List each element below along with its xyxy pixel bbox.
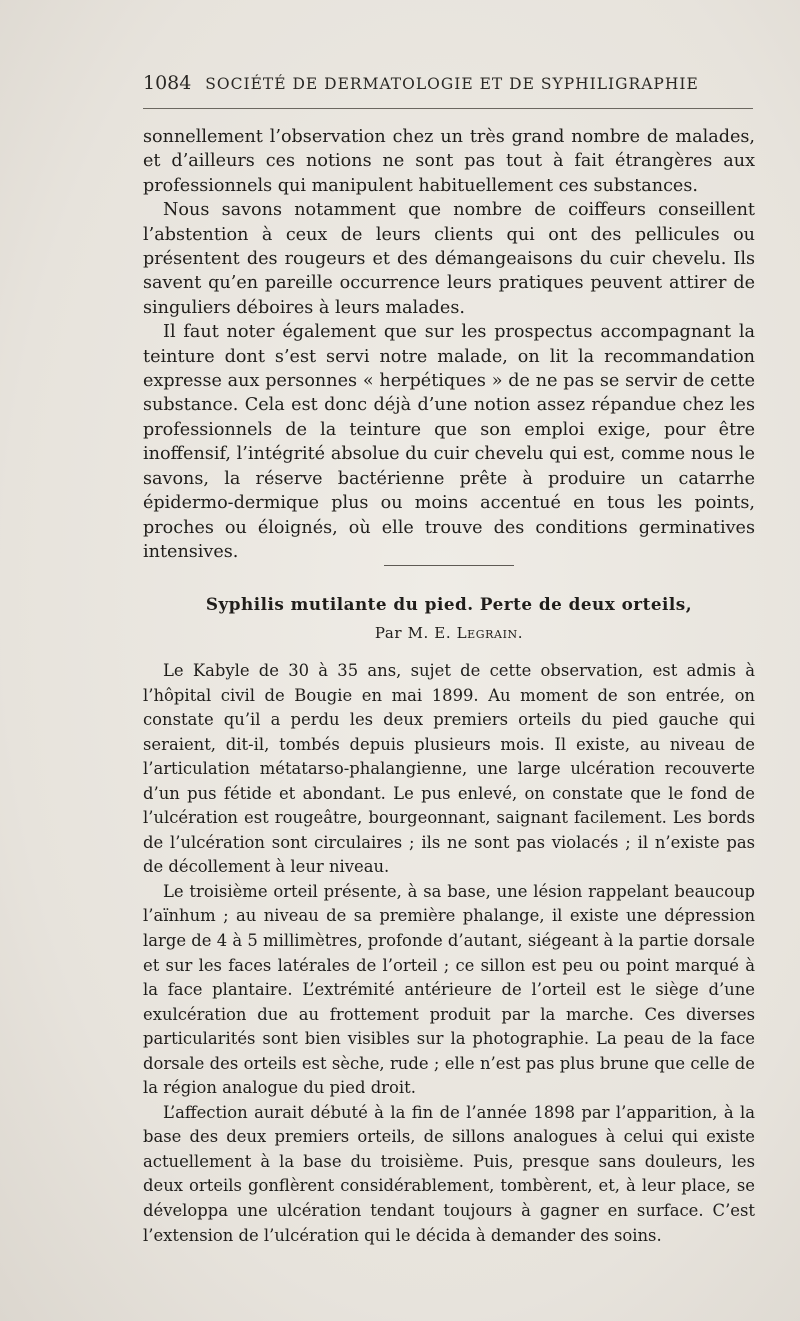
running-header (143, 72, 753, 94)
paragraph: Le troisième orteil présente, à sa base, une lésion rappelant beaucoup l’aïnhum ; au niveau de sa première phalange, il existe une dépression large de 4 à 5 millimètres, profonde d’autant, siégeant à la partie dorsale et sur les faces latérales de l’orteil ; ce sillon est peu ou point marqué à la face plantaire. L’extrémité antérieure de l’orteil est le siège d’une exulcération due au frottement produit par la marche. Ces diverses particularités sont bien visibles sur la photographie. La peau de la face dorsale des orteils est sèche, rude ; elle n’est pas plus brune que celle de la région analogue du pied droit. (143, 881, 755, 1098)
running-title: SOCIÉTÉ DE DERMATOLOGIE ET DE SYPHILIGRAPHIE (205, 75, 699, 93)
paragraph: Nous savons notamment que nombre de coiffeurs conseillent l’abstention à ceux de leurs clients qui ont des pellicules ou présentent des rougeurs et des démangeaisons du cuir chevelu. Ils savent qu’en pareille occurrence leurs pratiques peuvent attirer de singuliers déboires à leurs malades. (143, 200, 755, 318)
paragraph: Le Kabyle de 30 à 35 ans, sujet de cette observation, est admis à l’hôpital civil de Bougie en mai 1899. Au moment de son entrée, on constate qu’il a perdu les deux premiers orteils du pied gauche qui seraient, dit-il, tombés depuis plusieurs mois. Il existe, au niveau de l’articulation métatarso-phalangienne, une large ulcération recouverte d’un pus fétide et abondant. Le pus enlevé, on constate que le fond de l’ulcération est rougeâtre, bourgeonnant, saignant facilement. Les bords de l’ulcération sont circulaires ; ils ne sont pas violacés ; il n’existe pas de décollement à leur niveau. (143, 661, 755, 877)
article-title: Syphilis mutilante du pied. Perte de deux orteils, (205, 594, 693, 614)
page-number: 1084 (143, 72, 192, 94)
paragraph: sonnellement l’observation chez un très grand nombre de malades, et d’ailleurs ces notions ne sont pas tout à fait étrangères aux professionnels qui manipulent habituellement ces substances. (143, 127, 755, 196)
author-name: Legrain. (456, 624, 524, 642)
continued-text-block (143, 125, 755, 564)
header-rule (143, 108, 753, 109)
article-body (143, 659, 755, 1248)
article-author (143, 624, 755, 642)
author-prefix: Par M. E. (374, 624, 452, 642)
section-divider (384, 565, 514, 566)
paragraph: L’affection aurait débuté à la fin de l’année 1898 par l’apparition, à la base des deux premiers orteils, de sillons analogues à celui qui existe actuellement à la base du troisième. Puis, presque sans douleurs, les deux orteils gonflèrent considérablement, tombèrent, et, à leur place, se développa une ulcération tendant toujours à gagner en surface. C’est l’extension de l’ulcération qui le décida à demander des soins. (143, 1102, 755, 1245)
paragraph: Il faut noter également que sur les prospectus accompagnant la teinture dont s’est servi notre malade, on lit la recommandation expresse aux personnes « herpétiques » de ne pas se servir de cette substance. Cela est donc déjà d’une notion assez répandue chez les professionnels de la teinture que son emploi exige, pour être inoffensif, l’intégrité absolue du cuir chevelu qui est, comme nous le savons, la réserve bactérienne prête à produire un catarrhe épidermo-dermique plus ou moins accentué en tous les points, proches ou éloignés, où elle trouve des conditions germinatives intensives. (143, 322, 755, 562)
